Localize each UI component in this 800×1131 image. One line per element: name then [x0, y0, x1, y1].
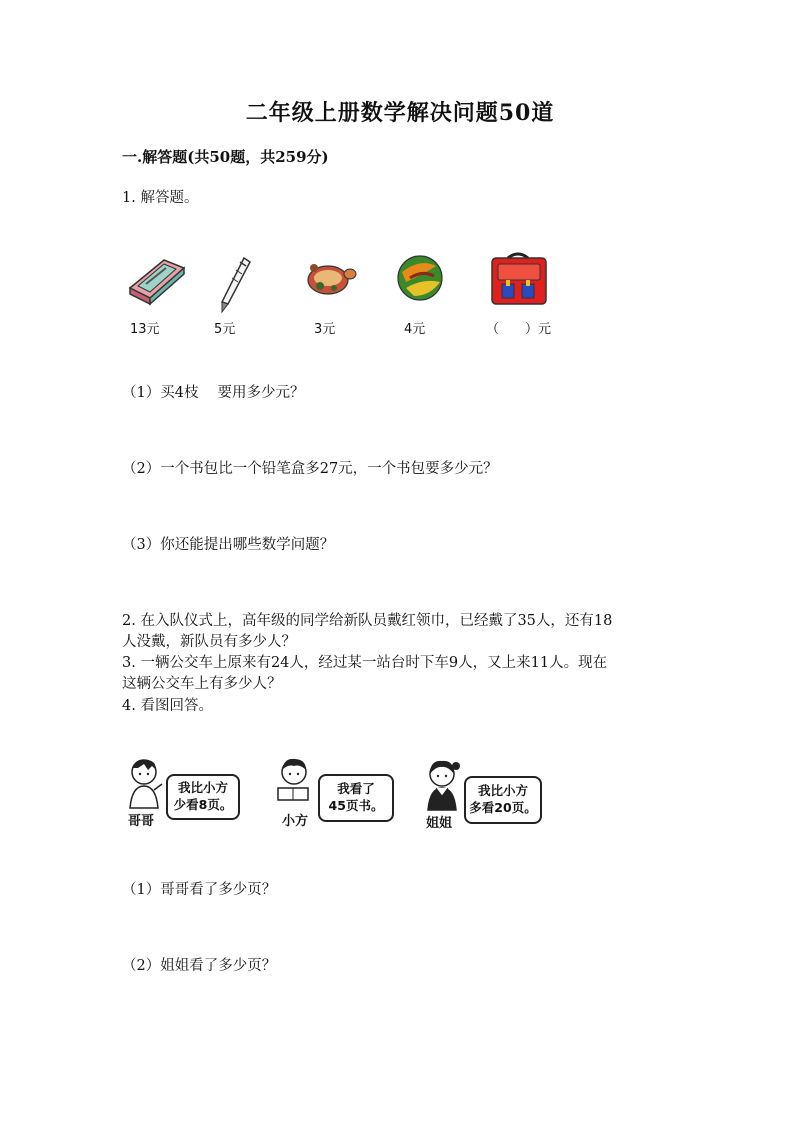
q3-line1: 3. 一辆公交车上原来有24人，经过某一站台时下车9人，又上来11人。现在	[122, 655, 608, 671]
section-heading: 一.解答题(共50题，共259分)	[122, 148, 329, 166]
speech-bubble-sister	[464, 776, 542, 824]
price-pencil-box: 13元	[130, 322, 160, 337]
name-sister: 姐姐	[426, 816, 453, 831]
q1-sub3: （3）你还能提出哪些数学问题？	[122, 537, 335, 553]
price-toy: 3元	[314, 322, 336, 337]
q4-sub2: （2）姐姐看了多少页？	[122, 958, 277, 974]
pen-icon	[216, 254, 256, 314]
name-xiaofang: 小方	[282, 814, 309, 829]
ball-icon	[396, 254, 444, 302]
brother-bubble-line2: 少看8页。	[173, 797, 233, 812]
page-title: 二年级上册数学解决问题50道	[245, 100, 555, 126]
toy-animal-icon	[304, 256, 358, 300]
name-brother: 哥哥	[128, 814, 155, 829]
brother-bubble-line1: 我比小方	[177, 780, 228, 795]
girl-figure-icon	[422, 758, 466, 814]
sister-bubble-line1: 我比小方	[477, 783, 528, 798]
price-pen: 5元	[214, 322, 236, 337]
q4-sub1: （1）哥哥看了多少页？	[122, 882, 277, 898]
sister-bubble-line2: 多看20页。	[469, 800, 537, 815]
q1-heading: 1. 解答题。	[122, 190, 199, 206]
price-ball: 4元	[404, 322, 426, 337]
q4-heading: 4. 看图回答。	[122, 698, 213, 714]
q2-line2: 人没戴，新队员有多少人？	[122, 634, 296, 650]
speech-bubble-xiaofang	[318, 774, 394, 822]
q3-line2: 这辆公交车上有多少人？	[122, 676, 282, 692]
q1-sub1: （1）买4枝 要用多少元？	[122, 385, 305, 401]
xiaofang-bubble-line1: 我看了	[337, 781, 375, 796]
price-schoolbag: （ ）元	[486, 322, 552, 337]
xiaofang-bubble-line2: 45页书。	[328, 798, 384, 813]
q1-sub2: （2）一个书包比一个铅笔盒多27元，一个书包要多少元？	[122, 461, 498, 477]
boy-reading-figure-icon	[272, 756, 316, 812]
q2-line1: 2. 在入队仪式上，高年级的同学给新队员戴红领巾，已经戴了35人，还有18	[122, 613, 613, 629]
schoolbag-icon	[488, 250, 550, 308]
boy-figure-icon	[124, 756, 168, 812]
speech-bubble-brother	[166, 774, 240, 820]
pencil-box-icon	[124, 250, 188, 308]
